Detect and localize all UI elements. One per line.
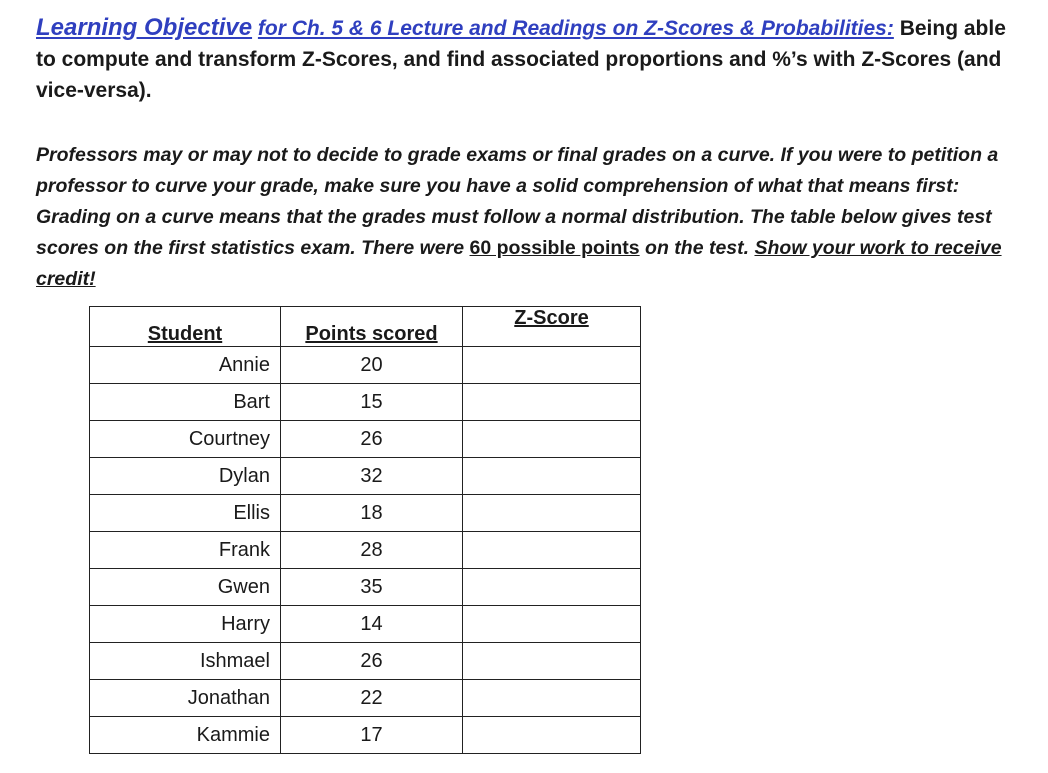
student-name: Ellis xyxy=(90,495,281,532)
table-row xyxy=(90,458,641,495)
table-row xyxy=(90,569,641,606)
student-name: Jonathan xyxy=(90,680,281,717)
objective-title: Learning Objective xyxy=(36,14,253,41)
student-name: Kammie xyxy=(90,717,281,754)
header-student: Student xyxy=(90,307,281,347)
z-score-cell[interactable] xyxy=(463,643,641,680)
possible-points: 60 possible points xyxy=(469,237,640,259)
learning-objective xyxy=(36,12,1021,106)
paragraph-text-2: on the test. xyxy=(639,237,755,259)
instructions-paragraph xyxy=(36,140,1031,295)
header-z-score: Z-Score xyxy=(463,307,641,347)
table-row xyxy=(90,384,641,421)
z-score-cell[interactable] xyxy=(463,458,641,495)
z-score-cell[interactable] xyxy=(463,717,641,754)
z-score-cell[interactable] xyxy=(463,347,641,384)
student-name: Dylan xyxy=(90,458,281,495)
points-scored: 17 xyxy=(281,717,463,754)
z-score-cell[interactable] xyxy=(463,532,641,569)
points-scored: 35 xyxy=(281,569,463,606)
student-name: Bart xyxy=(90,384,281,421)
points-scored: 14 xyxy=(281,606,463,643)
points-scored: 28 xyxy=(281,532,463,569)
objective-chapter-ref: for Ch. 5 & 6 Lecture and Readings on Z-Scores & Probabilities: xyxy=(257,17,894,40)
student-name: Frank xyxy=(90,532,281,569)
table-row xyxy=(90,421,641,458)
table-row xyxy=(90,495,641,532)
paragraph-text-1: Professors may or may not to decide to grade exams or final grades on a curve. If you were to petition a professor to curve your grade, make sure you have a solid comprehension of what that means first: Grading on a curve means that the grades must follow a normal distribution. The table below gives test scores on the first statistics exam. There were xyxy=(36,144,999,259)
points-scored: 15 xyxy=(281,384,463,421)
table-row xyxy=(90,606,641,643)
student-name: Courtney xyxy=(90,421,281,458)
points-scored: 22 xyxy=(281,680,463,717)
student-name: Annie xyxy=(90,347,281,384)
points-scored: 20 xyxy=(281,347,463,384)
points-scored: 32 xyxy=(281,458,463,495)
z-score-cell[interactable] xyxy=(463,680,641,717)
points-scored: 26 xyxy=(281,421,463,458)
table-row xyxy=(90,532,641,569)
points-scored: 26 xyxy=(281,643,463,680)
objective-text: Being able to compute and transform Z-Scores, and find associated proportions and %’s with Z-Scores (and vice-versa). xyxy=(36,17,1006,102)
student-name: Harry xyxy=(90,606,281,643)
table-row xyxy=(90,347,641,384)
table-header-row xyxy=(90,307,641,347)
z-score-cell[interactable] xyxy=(463,421,641,458)
student-name: Ishmael xyxy=(90,643,281,680)
table-row xyxy=(90,680,641,717)
table-row xyxy=(90,643,641,680)
z-score-cell[interactable] xyxy=(463,569,641,606)
header-points-scored: Points scored xyxy=(281,307,463,347)
show-work-instruction: Show your work to receive credit! xyxy=(36,237,1002,290)
z-score-cell[interactable] xyxy=(463,384,641,421)
table-row xyxy=(90,717,641,754)
student-name: Gwen xyxy=(90,569,281,606)
z-score-cell[interactable] xyxy=(463,606,641,643)
points-scored: 18 xyxy=(281,495,463,532)
z-score-cell[interactable] xyxy=(463,495,641,532)
scores-table xyxy=(89,306,641,754)
